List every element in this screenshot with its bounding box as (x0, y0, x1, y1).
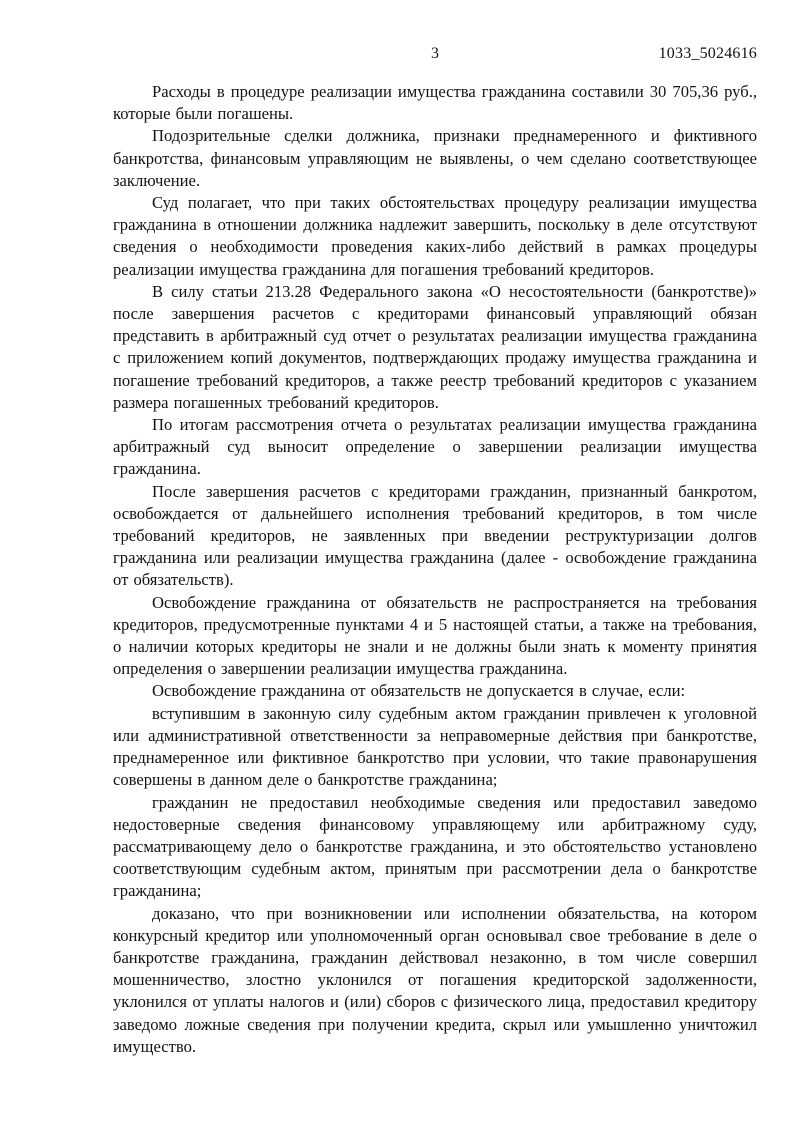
page-header (113, 44, 757, 64)
paragraph-report-review: По итогам рассмотрения отчета о результатах реализации имущества гражданина арбитражный суд выносит определение о завершении реализации имущества гражданина. (113, 415, 757, 479)
paragraph-condition-false-info: гражданин не предоставил необходимые сведения или предоставил заведомо недостоверные сведения финансовому управляющему или арбитражному суду, рассматривающему дело о банкротстве гражданина, и это обстоятельство установлено соответствующим судебным актом, принятым при рассмотрении дела о банкротстве гражданина; (113, 792, 757, 901)
paragraph-release-not-allowed: Освобождение гражданина от обязательств не допускается в случае, если: (152, 681, 686, 701)
paragraph-condition-illegal-actions: доказано, что при возникновении или исполнении обязательства, на котором конкурсный кредитор или уполномоченный орган основывал свое требование в деле о банкротстве гражданина, гражданин действовал незаконно, в том числе совершил мошенничество, злостно уклонился от погашения кредиторской задолженности, уклонился от уплаты налогов и (или) сборов с физического лица, предоставил кредитору заведомо ложные сведения при получении кредита, скрыл или умышленно уничтожил имущество. (113, 903, 757, 1056)
paragraph-court-opinion: Суд полагает, что при таких обстоятельствах процедуру реализации имущества гражданина в отношении должника надлежит завершить, поскольку в деле отсутствуют сведения о необходимости проведения каких-либо действий в рамках процедуры реализации имущества гражданина для погашения требований кредиторов. (113, 193, 757, 279)
paragraph-condition-criminal: вступившим в законную силу судебным актом гражданин привлечен к уголовной или административной ответственности за неправомерные действия при банкротстве, преднамеренное или фиктивное банкротство при условии, что такие правонарушения совершены в данном деле о банкротстве гражданина; (113, 703, 757, 790)
paragraph-law-213-28: В силу статьи 213.28 Федерального закона «О несостоятельности (банкротстве)» после завершения расчетов с кредиторами финансовый управляющий обязан представить в арбитражный суд отчет о результатах реализации имущества гражданина с приложением копий документов, подтверждающих продажу имущества гражданина и погашение требований кредиторов, а также реестр требований кредиторов с указанием размера погашенных требований кредиторов. (113, 281, 757, 412)
paragraph-debt-release: После завершения расчетов с кредиторами гражданин, признанный банкротом, освобождается от дальнейшего исполнения требований кредиторов, в том числе требований кредиторов, не заявленных при введении реструктуризации долгов гражданина или реализации имущества гражданина (далее - освобождение гражданина от обязательств). (113, 481, 757, 590)
case-number: 1033_5024616 (658, 45, 757, 62)
document-body (113, 81, 757, 1058)
paragraph-expenses: Расходы в процедуре реализации имущества гражданина составили 30 705,36 руб., которые были погашены. (113, 82, 757, 124)
page-number: 3 (431, 45, 439, 62)
page-content (113, 44, 757, 1058)
paragraph-suspicious-deals: Подозрительные сделки должника, признаки преднамеренного и фиктивного банкротства, финансовым управляющим не выявлены, о чем сделано соответствующее заключение. (113, 126, 757, 190)
paragraph-release-exceptions: Освобождение гражданина от обязательств не распространяется на требования кредиторов, предусмотренные пунктами 4 и 5 настоящей статьи, а также на требования, о наличии которых кредиторы не знали и не должны были знать к моменту принятия определения о завершении реализации имущества гражданина. (113, 592, 757, 679)
